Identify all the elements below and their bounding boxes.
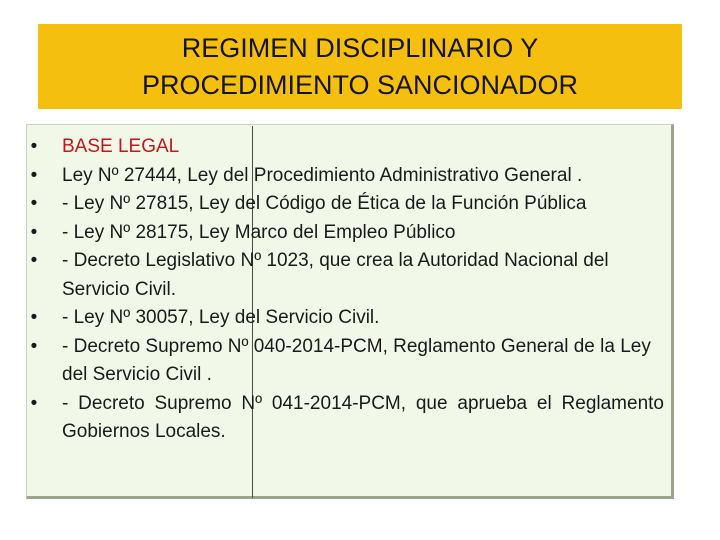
bullet-icon: • bbox=[30, 307, 38, 328]
list-item-text: - Ley Nº 30057, Ley del Servicio Civil. bbox=[62, 307, 380, 328]
list-item-heading bbox=[26, 133, 674, 162]
title-line-1: REGIMEN DISCIPLINARIO Y bbox=[181, 32, 539, 63]
list-item-text: - Decreto Supremo Nº 041-2014-PCM, que aprueba el Reglamento Gobiernos Locales. bbox=[62, 392, 664, 442]
list-item-text: BASE LEGAL bbox=[62, 136, 180, 157]
list-item bbox=[26, 162, 674, 191]
list-item bbox=[26, 390, 674, 447]
list-item-text: - Ley Nº 28175, Ley Marco del Empleo Público bbox=[62, 221, 456, 243]
title-line-2: PROCEDIMIENTO SANCIONADOR bbox=[141, 69, 579, 100]
list-item bbox=[26, 190, 674, 219]
bullet-icon: • bbox=[30, 392, 38, 414]
list-item bbox=[26, 247, 674, 304]
bullet-icon: • bbox=[30, 193, 38, 214]
bullet-icon: • bbox=[30, 335, 38, 357]
list-item bbox=[26, 304, 674, 333]
slide-title bbox=[38, 24, 682, 109]
list-item-text: - Ley Nº 27815, Ley del Código de Ética de la Función Pública bbox=[62, 193, 587, 214]
bullet-icon: • bbox=[30, 221, 38, 243]
list-item-text: Ley Nº 27444, Ley del Procedimiento Administrativo General . bbox=[62, 164, 583, 186]
bullet-icon: • bbox=[30, 250, 38, 271]
list-item-text: - Decreto Supremo Nº 040-2014-PCM, Reglamento General de la Ley del Servicio Civil . bbox=[62, 335, 651, 385]
list-item bbox=[26, 333, 674, 390]
list-item-text: - Decreto Legislativo Nº 1023, que crea la Autoridad Nacional del Servicio Civil. bbox=[62, 250, 609, 300]
legal-basis-list bbox=[26, 133, 674, 447]
list-item bbox=[26, 219, 674, 248]
bullet-icon: • bbox=[30, 164, 38, 186]
bullet-icon: • bbox=[30, 136, 38, 157]
